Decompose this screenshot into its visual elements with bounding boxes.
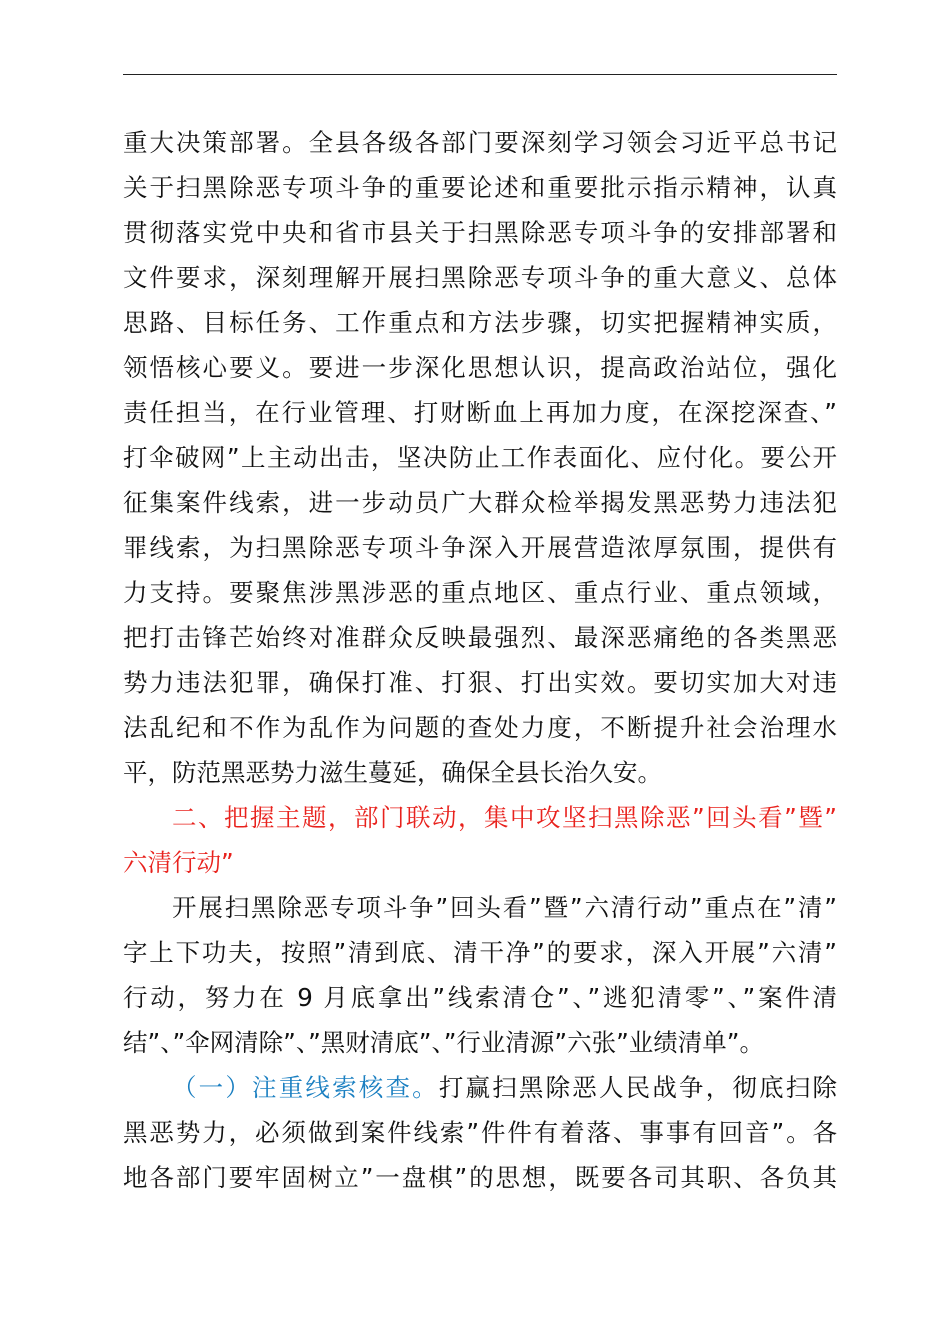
subsection-heading: （一）注重线索核查。 (172, 1073, 439, 1102)
header-rule (123, 74, 837, 75)
text-line: 领悟核心要义。要进一步深化思想认识，提高政治站位，强化 (123, 353, 837, 382)
text-line: 力支持。要聚焦涉黑涉恶的重点地区、重点行业、重点领域， (123, 578, 837, 607)
text-line: 文件要求，深刻理解开展扫黑除恶专项斗争的重大意义、总体 (123, 263, 837, 292)
text-line: 思路、目标任务、工作重点和方法步骤，切实把握精神实质， (123, 308, 837, 337)
text-line: 黑恶势力，必须做到案件线索”件件有着落、事事有回音”。各 (123, 1118, 837, 1147)
text-line: 打伞破网”上主动出击，坚决防止工作表面化、应付化。要公开 (123, 443, 837, 472)
section-heading-2-cont: 六清行动” (123, 848, 234, 877)
text-line: 关于扫黑除恶专项斗争的重要论述和重要批示指示精神，认真 (123, 173, 837, 202)
text-line: 法乱纪和不作为乱作为问题的查处力度，不断提升社会治理水 (123, 713, 837, 742)
text-line: 征集案件线索，进一步动员广大群众检举揭发黑恶势力违法犯 (123, 488, 837, 517)
text-line: 责任担当，在行业管理、打财断血上再加力度，在深挖深查、” (123, 398, 837, 427)
text-line: 行动，努力在 9 月底拿出”线索清仓”、”逃犯清零”、”案件清 (123, 983, 837, 1012)
text-line: 重大决策部署。全县各级各部门要深刻学习领会习近平总书记 (123, 128, 837, 157)
subsection-text: 打赢扫黑除恶人民战争，彻底扫除 (438, 1073, 837, 1102)
subsection-first-line (123, 1065, 837, 1110)
section-heading-2: 二、把握主题，部门联动，集中攻坚扫黑除恶”回头看”暨” (172, 803, 837, 832)
text-line: 字上下功夫，按照”清到底、清干净”的要求，深入开展”六清” (123, 938, 837, 967)
text-line: 开展扫黑除恶专项斗争”回头看”暨”六清行动”重点在”清” (172, 893, 837, 922)
text-line: 结”、”伞网清除”、”黑财清底”、”行业清源”六张”业绩清单”。 (123, 1028, 764, 1057)
text-line: 罪线索，为扫黑除恶专项斗争深入开展营造浓厚氛围，提供有 (123, 533, 837, 562)
text-line: 把打击锋芒始终对准群众反映最强烈、最深恶痛绝的各类黑恶 (123, 623, 837, 652)
text-line: 平，防范黑恶势力滋生蔓延，确保全县长治久安。 (123, 758, 662, 787)
document-body (123, 120, 837, 1200)
text-line: 贯彻落实党中央和省市县关于扫黑除恶专项斗争的安排部署和 (123, 218, 837, 247)
text-line: 势力违法犯罪，确保打准、打狠、打出实效。要切实加大对违 (123, 668, 837, 697)
text-line: 地各部门要牢固树立”一盘棋”的思想，既要各司其职、各负其 (123, 1163, 837, 1192)
